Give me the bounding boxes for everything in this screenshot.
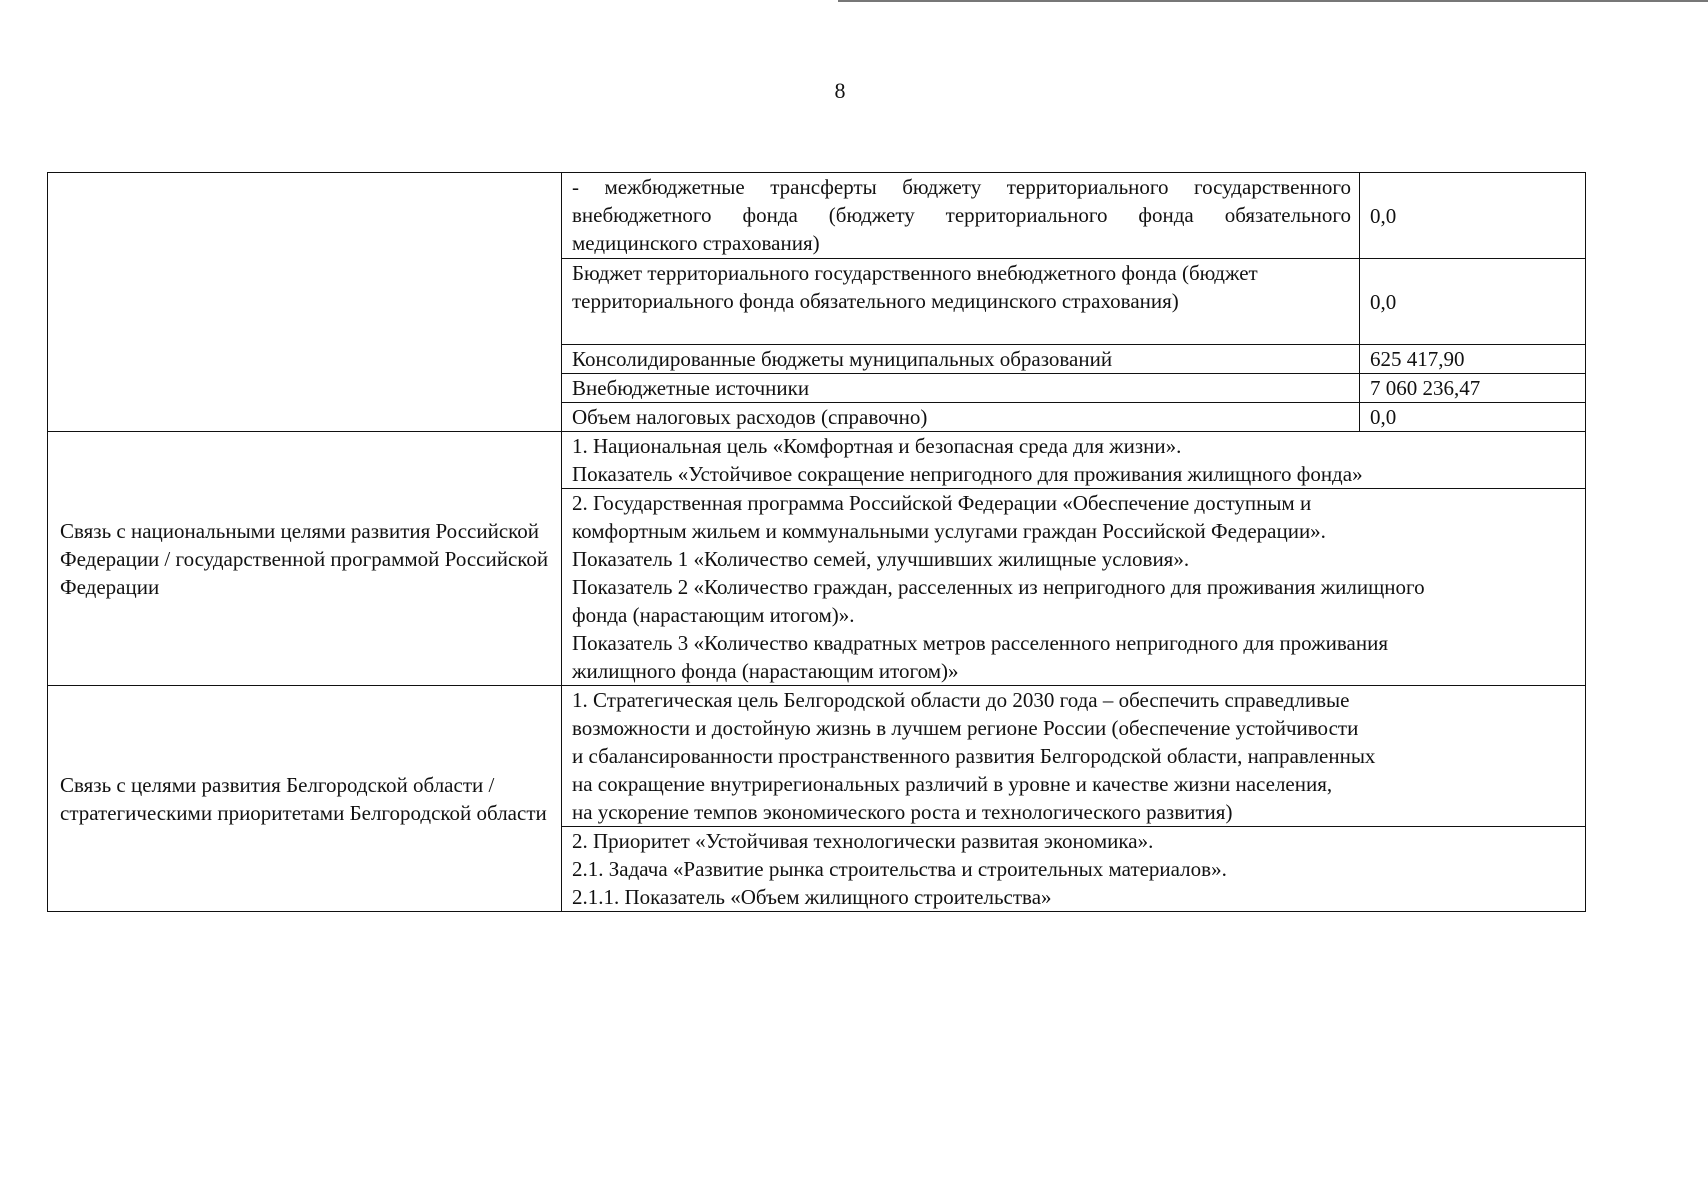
- text-line: Показатель 1 «Количество семей, улучшивших жилищные условия».: [572, 547, 1190, 571]
- regional-goals-block-2: [562, 827, 1586, 912]
- finance-row-value: 0,0: [1360, 403, 1586, 432]
- text-line: фонда (нарастающим итогом)».: [572, 603, 855, 627]
- national-goals-row: [48, 432, 1586, 489]
- finance-row-value: 7 060 236,47: [1360, 374, 1586, 403]
- national-goals-block-2: [562, 489, 1586, 686]
- finance-row-name: Консолидированные бюджеты муниципальных образований: [562, 345, 1360, 374]
- national-goals-label: Связь с национальными целями развития Российской Федерации / государственной программой Российской Федерации: [48, 432, 562, 686]
- text-line: возможности и достойную жизнь в лучшем регионе России (обеспечение устойчивости: [572, 716, 1359, 740]
- text-line: 1. Стратегическая цель Белгородской области до 2030 года – обеспечить справедливые: [572, 688, 1350, 712]
- finance-row-name: Бюджет территориального государственного внебюджетного фонда (бюджет территориального фонда обязательного медицинского страхования): [562, 259, 1360, 345]
- page-number: 8: [834, 78, 846, 103]
- text-line: 2.1.1. Показатель «Объем жилищного строительства»: [572, 885, 1052, 909]
- finance-row-value: 0,0: [1360, 259, 1586, 345]
- text-line: и сбалансированности пространственного развития Белгородской области, направленных: [572, 744, 1376, 768]
- finance-label-cell: [48, 173, 562, 432]
- regional-goals-block-1: [562, 686, 1586, 827]
- finance-row-name: Объем налоговых расходов (справочно): [562, 403, 1360, 432]
- regional-goals-row: [48, 686, 1586, 827]
- text-line: 2. Приоритет «Устойчивая технологически развитая экономика».: [572, 829, 1154, 853]
- finance-row: [48, 173, 1586, 259]
- text-line: на сокращение внутрирегиональных различий в уровне и качестве жизни населения,: [572, 772, 1333, 796]
- text-line: 2. Государственная программа Российской Федерации «Обеспечение доступным и: [572, 491, 1312, 515]
- text-line: 1. Национальная цель «Комфортная и безопасная среда для жизни».: [572, 434, 1182, 458]
- text-line: Показатель 3 «Количество квадратных метров расселенного непригодного для проживания: [572, 631, 1389, 655]
- finance-row-name: Внебюджетные источники: [562, 374, 1360, 403]
- regional-goals-label: Связь с целями развития Белгородской области / стратегическими приоритетами Белгородской области: [48, 686, 562, 912]
- top-rule: [838, 0, 1708, 2]
- text-line: Показатель «Устойчивое сокращение непригодного для проживания жилищного фонда»: [572, 462, 1363, 486]
- finance-row-value: 625 417,90: [1360, 345, 1586, 374]
- text-line: жилищного фонда (нарастающим итогом)»: [572, 659, 959, 683]
- finance-row-value: 0,0: [1360, 173, 1586, 259]
- finance-row-name: - межбюджетные трансферты бюджету территориального государственного внебюджетного фонда (бюджету территориального фонда обязательного медицинского страхования): [562, 173, 1360, 259]
- national-goals-block-1: [562, 432, 1586, 489]
- text-line: комфортным жильем и коммунальными услугами граждан Российской Федерации».: [572, 519, 1326, 543]
- text-line: 2.1. Задача «Развитие рынка строительства и строительных материалов».: [572, 857, 1227, 881]
- passport-table: [47, 172, 1586, 912]
- text-line: Показатель 2 «Количество граждан, расселенных из непригодного для проживания жилищного: [572, 575, 1425, 599]
- text-line: на ускорение темпов экономического роста и технологического развития): [572, 800, 1233, 824]
